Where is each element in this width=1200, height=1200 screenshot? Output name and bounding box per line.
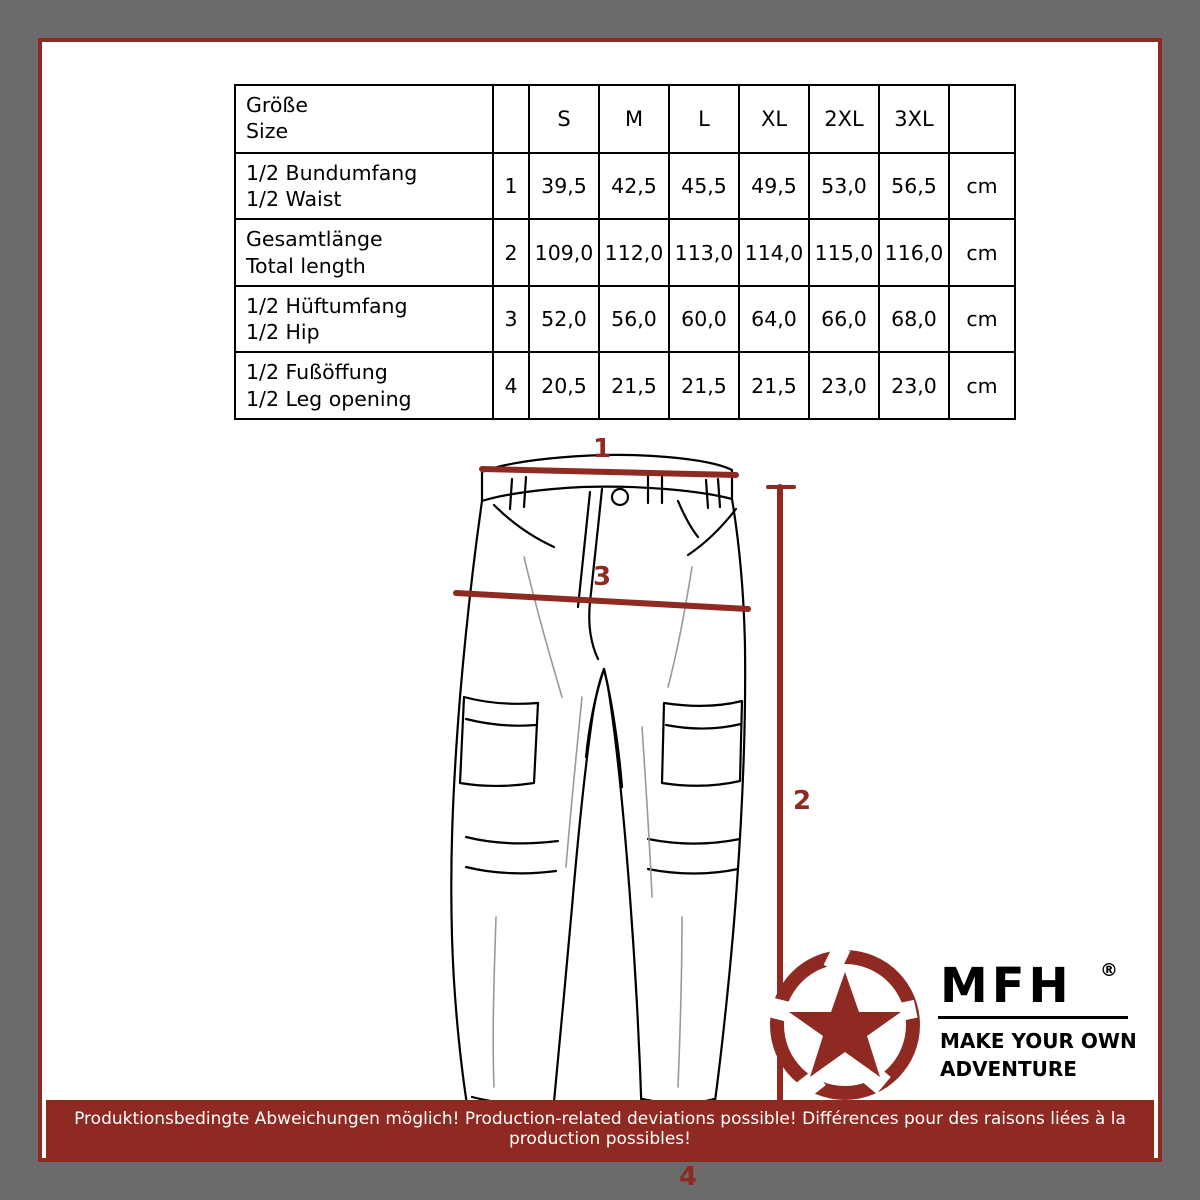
header-size-l: L xyxy=(669,85,739,153)
header-label-de: Größe xyxy=(246,92,308,117)
measurement-lines xyxy=(456,469,794,1147)
header-size-s: S xyxy=(529,85,599,153)
table-row xyxy=(235,286,1015,352)
measure-line-waist xyxy=(482,469,736,475)
size-table xyxy=(234,84,1016,420)
table-row xyxy=(235,153,1015,219)
cell-length-m: 112,0 xyxy=(599,219,669,285)
cell-waist-l: 45,5 xyxy=(669,153,739,219)
row-label-en: 1/2 Hip xyxy=(246,320,320,345)
cell-length-xl: 114,0 xyxy=(739,219,809,285)
measure-label-waist: 1 xyxy=(592,434,612,464)
row-label-waist xyxy=(235,153,493,219)
header-size-m: M xyxy=(599,85,669,153)
cell-leg-xl: 21,5 xyxy=(739,352,809,418)
cell-hip-3xl: 68,0 xyxy=(879,286,949,352)
measure-label-total-length: 2 xyxy=(792,786,812,816)
header-label-cell xyxy=(235,85,493,153)
cell-waist-2xl: 53,0 xyxy=(809,153,879,219)
row-index: 1 xyxy=(493,153,529,219)
row-label-de: 1/2 Hüftumfang xyxy=(246,293,408,318)
row-label-hip xyxy=(235,286,493,352)
row-index: 2 xyxy=(493,219,529,285)
measure-label-leg-opening: 4 xyxy=(678,1162,698,1192)
cell-waist-s: 39,5 xyxy=(529,153,599,219)
cell-length-2xl: 115,0 xyxy=(809,219,879,285)
row-index: 4 xyxy=(493,352,529,418)
brand-name: MFH xyxy=(940,958,1073,1014)
star-burst-icon xyxy=(768,943,920,1100)
header-label-en: Size xyxy=(246,119,289,143)
cell-hip-m: 56,0 xyxy=(599,286,669,352)
header-size-xl: XL xyxy=(739,85,809,153)
row-unit-hip: cm xyxy=(949,286,1015,352)
row-label-en: 1/2 Waist xyxy=(246,187,342,212)
row-unit-leg-opening: cm xyxy=(949,352,1015,418)
tagline-line-1: MAKE YOUR OWN xyxy=(940,1029,1137,1053)
cell-length-l: 113,0 xyxy=(669,219,739,285)
row-unit-waist: cm xyxy=(949,153,1015,219)
cell-waist-xl: 49,5 xyxy=(739,153,809,219)
header-size-3xl: 3XL xyxy=(879,85,949,153)
cell-leg-3xl: 23,0 xyxy=(879,352,949,418)
table-row xyxy=(235,219,1015,285)
trousers-illustration xyxy=(451,455,745,1132)
row-label-de: Gesamtlänge xyxy=(246,227,383,252)
header-index-cell xyxy=(493,85,529,153)
cell-length-3xl: 116,0 xyxy=(879,219,949,285)
row-index: 3 xyxy=(493,286,529,352)
measure-line-hip xyxy=(456,593,748,609)
row-label-en: 1/2 Leg opening xyxy=(246,386,412,411)
cell-length-s: 109,0 xyxy=(529,219,599,285)
cell-waist-m: 42,5 xyxy=(599,153,669,219)
row-unit-total-length: cm xyxy=(949,219,1015,285)
brand-text xyxy=(938,958,1137,1081)
cell-leg-l: 21,5 xyxy=(669,352,739,418)
cell-hip-2xl: 66,0 xyxy=(809,286,879,352)
cell-hip-s: 52,0 xyxy=(529,286,599,352)
header-size-2xl: 2XL xyxy=(809,85,879,153)
cell-hip-xl: 64,0 xyxy=(739,286,809,352)
registered-mark: ® xyxy=(1100,960,1118,981)
row-label-total-length xyxy=(235,219,493,285)
cell-waist-3xl: 56,5 xyxy=(879,153,949,219)
header-unit-cell xyxy=(949,85,1015,153)
cell-hip-l: 60,0 xyxy=(669,286,739,352)
brand-logo xyxy=(770,950,1137,1100)
measure-label-hip: 3 xyxy=(592,562,612,592)
tagline-line-2: ADVENTURE xyxy=(940,1057,1077,1081)
cell-leg-s: 20,5 xyxy=(529,352,599,418)
row-label-de: 1/2 Fußöffung xyxy=(246,360,388,385)
disclaimer-footer: Produktionsbedingte Abweichungen möglich! Production-related deviations possible! Différences pour des raisons liées à la production possibles! xyxy=(46,1100,1154,1158)
row-label-en: Total length xyxy=(246,253,366,278)
row-label-de: 1/2 Bundumfang xyxy=(246,161,418,185)
cell-leg-2xl: 23,0 xyxy=(809,352,879,418)
cell-leg-m: 21,5 xyxy=(599,352,669,418)
table-header-row xyxy=(235,85,1015,153)
content-card xyxy=(38,38,1162,1192)
